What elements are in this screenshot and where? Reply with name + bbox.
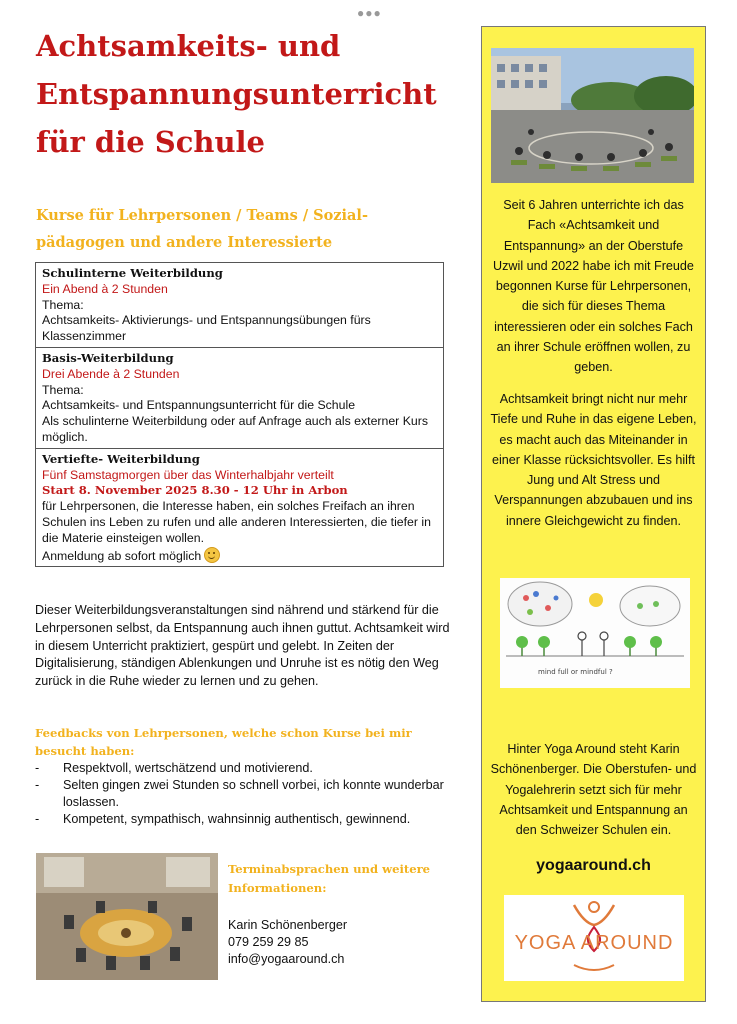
mindful-drawing xyxy=(500,578,690,688)
page-title: Achtsamkeits- und Entspannungsunterricht für die Schule xyxy=(36,29,437,159)
course-audience: für Lehrpersonen, die Interesse haben, ein solches Freifach an ihren Schulen ins Leben zu rufen und alle anderen Interessierten, die tiefer in die Materie einsteigen wollen. xyxy=(42,499,431,545)
course-topic-label: Thema: xyxy=(42,297,84,312)
list-item: - Selten gingen zwei Stunden so schnell vorbei, ich konnte wunderbar loslassen. xyxy=(35,777,465,811)
list-item: - Kompetent, sympathisch, wahnsinnig authentisch, gewinnend. xyxy=(35,811,465,828)
classroom-photo xyxy=(36,853,218,980)
course-advanced xyxy=(36,449,443,567)
feedback-list xyxy=(35,760,465,828)
sidebar-about-text: Hinter Yoga Around steht Karin Schönenberger. Die Oberstufen- und Yogalehrerin setzt sich für mehr Achtsamkeit und Entspannung an den Schweizer Schulen ein. xyxy=(490,742,697,838)
feedback-heading: Feedbacks von Lehrpersonen, welche schon Kurse bei mir besucht haben: xyxy=(35,726,412,758)
subtitle: Kurse für Lehrpersonen / Teams / Sozial-pädagogen und andere Interessierte xyxy=(36,207,368,251)
list-item: - Respektvoll, wertschätzend und motivierend. xyxy=(35,760,465,777)
mindful-caption: mind full or mindful ? xyxy=(538,668,613,676)
sidebar xyxy=(481,26,706,1002)
logo-graphic xyxy=(504,895,684,981)
logo-text: YOGA AROUND xyxy=(514,932,674,954)
schoolyard-illustration xyxy=(491,48,694,183)
course-topic-label: Thema: xyxy=(42,382,84,397)
course-schedule: Fünf Samstagmorgen über das Winterhalbjahr verteilt xyxy=(42,467,334,482)
classroom-illustration xyxy=(36,853,218,980)
website-link[interactable]: yogaaround.ch xyxy=(536,857,651,874)
sidebar-mindfulness-text: Achtsamkeit bringt nicht nur mehr Tiefe und Ruhe in das eigene Leben, es macht auch das Miteinander in einer Klasse rücksichtsvoller. Es hilft Jung und Alt Stress und Verspannungen abzubauen und ins innere Gleichgewicht zu finden. xyxy=(490,392,697,528)
course-note: Als schulinterne Weiterbildung oder auf Anfrage auch als externer Kurs möglich. xyxy=(42,414,428,444)
registration-text: Anmeldung ab sofort möglich xyxy=(42,548,202,563)
sidebar-intro-text: Seit 6 Jahren unterrichte ich das Fach «Achtsamkeit und Entspannung» an der Oberstufe Uzwil und 2022 habe ich mit Freude begonnen Kurse für Lehrpersonen, die sich für dieses Thema interessieren oder ein solches Fach an ihrer Schule eröffnen wollen, zu geben. xyxy=(493,198,694,375)
more-options-icon[interactable]: ●●● xyxy=(357,6,382,20)
contact-phone[interactable]: 079 259 29 85 xyxy=(228,935,309,949)
intro-paragraph: Dieser Weiterbildungsveranstaltungen sind nährend und stärkend für die Lehrpersonen selbst, da Entspannung auch ihnen guttut. Achtsamkeit wird in diesem Unterricht praktiziert, gespürt und gelebt. In Zeiten der Digitalisierung, ständigen Ablenkungen und Unruhe ist es nötig den Weg zurück in die Ruhe wieder zu lernen und zu gehen. xyxy=(35,603,450,689)
smiley-icon xyxy=(204,547,220,563)
course-topic: Achtsamkeits- und Entspannungsunterricht für die Schule xyxy=(42,398,356,413)
course-schedule: Ein Abend à 2 Stunden xyxy=(42,281,168,296)
contact-heading: Terminabsprachen und weitere Informationen: xyxy=(228,862,431,895)
course-table xyxy=(35,262,444,567)
course-title: Schulinterne Weiterbildung xyxy=(42,266,223,280)
course-registration xyxy=(42,547,439,565)
course-schedule: Drei Abende à 2 Stunden xyxy=(42,366,180,381)
mindful-illustration xyxy=(500,578,690,688)
contact-name: Karin Schönenberger xyxy=(228,918,348,932)
yoga-around-logo xyxy=(504,895,684,981)
course-title: Basis-Weiterbildung xyxy=(42,350,174,365)
course-basis xyxy=(36,348,443,449)
course-title: Vertiefte- Weiterbildung xyxy=(42,451,200,466)
course-topic: Achtsamkeits- Aktivierungs- und Entspannungsübungen fürs Klassenzimmer xyxy=(42,313,371,344)
schoolyard-photo xyxy=(491,48,694,183)
course-start-date: Start 8. November 2025 8.30 - 12 Uhr in Arbon xyxy=(42,483,348,498)
contact-email[interactable]: info@yogaaround.ch xyxy=(228,952,345,966)
course-school-internal xyxy=(36,263,443,348)
contact-block xyxy=(228,917,347,968)
